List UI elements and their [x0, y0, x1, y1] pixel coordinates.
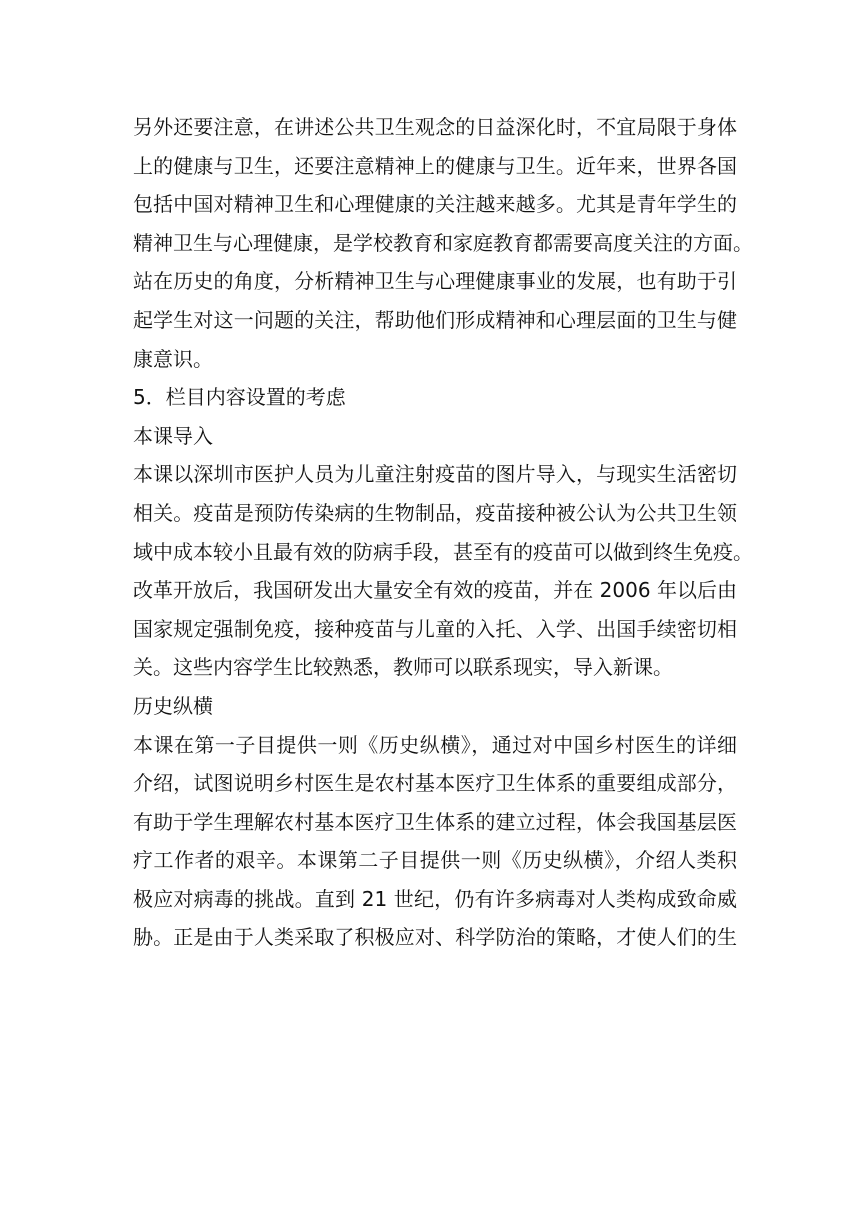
- text-line: 关。这些内容学生比较熟悉，教师可以联系现实，导入新课。: [133, 655, 673, 680]
- document-page: [133, 108, 753, 957]
- text-line: 介绍，试图说明乡村医生是农村基本医疗卫生体系的重要组成部分，: [133, 771, 737, 796]
- text-line: 改革开放后，我国研发出大量安全有效的疫苗，并在 2006 年以后由: [133, 578, 737, 603]
- paragraph-lesson-intro: [133, 455, 753, 687]
- section-heading: 5．栏目内容设置的考虑: [133, 385, 346, 410]
- subheading-lesson-intro: 本课导入: [133, 423, 213, 448]
- text-line: 疗工作者的艰辛。本课第二子目提供一则《历史纵横》，介绍人类积: [133, 848, 737, 873]
- text-line: 本课在第一子目提供一则《历史纵横》，通过对中国乡村医生的详细: [133, 732, 737, 757]
- text-line: 有助于学生理解农村基本医疗卫生体系的建立过程，体会我国基层医: [133, 809, 737, 834]
- subheading-history: 历史纵横: [133, 693, 213, 718]
- text-line: 国家规定强制免疫，接种疫苗与儿童的入托、入学、出国手续密切相: [133, 616, 737, 641]
- text-line: 站在历史的角度，分析精神卫生与心理健康事业的发展，也有助于引: [133, 269, 737, 294]
- text-line: 上的健康与卫生，还要注意精神上的健康与卫生。近年来，世界各国: [133, 153, 737, 178]
- text-line: 本课以深圳市医护人员为儿童注射疫苗的图片导入，与现实生活密切: [133, 462, 737, 487]
- text-line: 起学生对这一问题的关注，帮助他们形成精神和心理层面的卫生与健: [133, 307, 737, 332]
- text-line: 相关。疫苗是预防传染病的生物制品，疫苗接种被公认为公共卫生领: [133, 500, 737, 525]
- text-line: 另外还要注意，在讲述公共卫生观念的日益深化时，不宜局限于身体: [133, 115, 737, 139]
- paragraph-history: [133, 726, 737, 958]
- text-line: 胁。正是由于人类采取了积极应对、科学防治的策略，才使人们的生: [133, 925, 737, 950]
- text-line: 极应对病毒的挑战。直到 21 世纪，仍有许多病毒对人类构成致命威: [133, 886, 737, 911]
- text-line: 包括中国对精神卫生和心理健康的关注越来越多。尤其是青年学生的: [133, 192, 737, 217]
- text-line: 康意识。: [133, 346, 213, 371]
- text-line: 精神卫生与心理健康，是学校教育和家庭教育都需要高度关注的方面。: [133, 230, 753, 255]
- text-line: 域中成本较小且最有效的防病手段，甚至有的疫苗可以做到终生免疫。: [133, 539, 753, 564]
- paragraph-mental-health: [133, 108, 753, 378]
